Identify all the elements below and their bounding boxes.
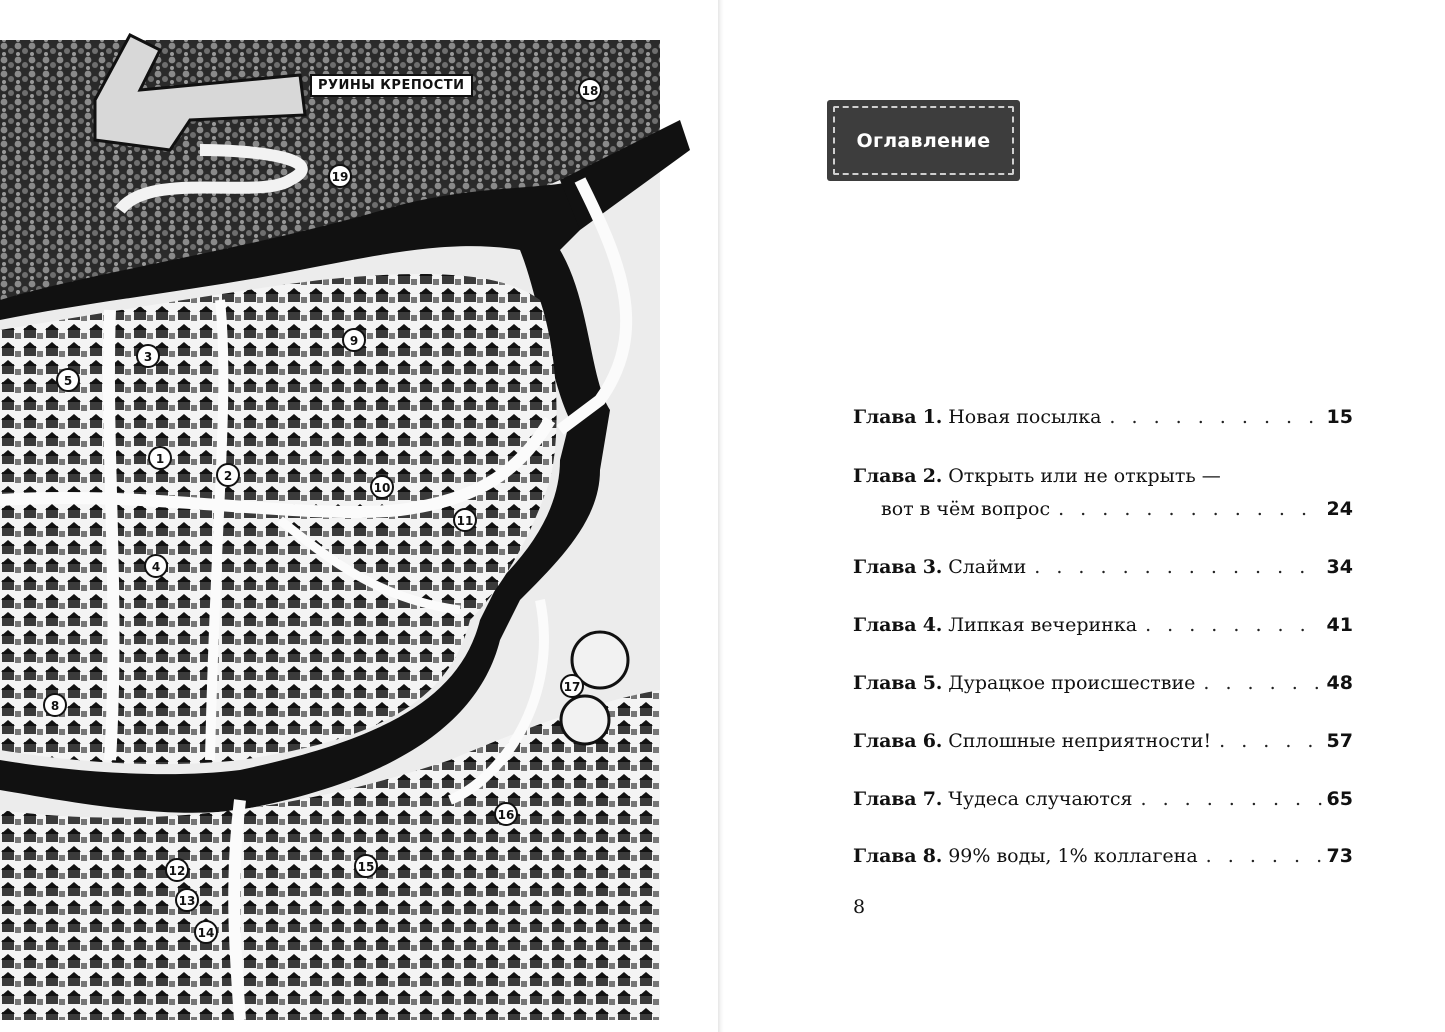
chapter-label: Глава 6. [853, 730, 943, 752]
map-marker [561, 675, 583, 697]
leader-dots [1203, 672, 1322, 694]
toc-entry[interactable] [853, 788, 1353, 814]
toc-entry[interactable] [853, 730, 1353, 756]
chapter-page: 15 [1326, 406, 1353, 428]
chapter-page: 34 [1326, 556, 1353, 578]
chapter-label: Глава 1. [853, 406, 943, 428]
map-page [0, 0, 718, 1032]
map-marker [137, 345, 159, 367]
map-marker [57, 369, 79, 391]
chapter-title: Дурацкое происшествие [948, 672, 1196, 694]
map-marker [343, 329, 365, 351]
chapter-title: Открыть или не открыть — [948, 465, 1221, 487]
map-marker [166, 859, 188, 881]
svg-text:10: 10 [373, 481, 391, 495]
svg-text:19: 19 [331, 170, 349, 184]
svg-text:12: 12 [168, 864, 186, 878]
chapter-title: Липкая вечеринка [948, 614, 1138, 636]
map-marker [195, 921, 217, 943]
svg-text:8: 8 [50, 699, 60, 713]
svg-text:2: 2 [223, 469, 233, 483]
map-marker [44, 694, 66, 716]
leader-dots [1206, 845, 1323, 867]
leader-dots [1058, 498, 1322, 520]
map-marker [329, 165, 351, 187]
chapter-page: 48 [1326, 672, 1353, 694]
contents-heading-badge [827, 100, 1020, 181]
svg-text:17: 17 [563, 680, 581, 694]
map-marker [454, 509, 476, 531]
contents-heading: Оглавление [856, 129, 991, 152]
leader-dots [1034, 556, 1322, 578]
svg-text:3: 3 [143, 350, 153, 364]
toc-entry[interactable] [853, 556, 1353, 582]
chapter-label: Глава 7. [853, 788, 943, 810]
svg-text:4: 4 [151, 560, 161, 574]
leader-dots [1140, 788, 1322, 810]
chapter-page: 65 [1326, 788, 1353, 810]
chapter-title-continued: вот в чём вопрос [881, 498, 1051, 520]
map-label: РУИНЫ КРЕПОСТИ [310, 74, 473, 97]
leader-dots [1145, 614, 1322, 636]
chapter-title: Слайми [948, 556, 1027, 578]
leader-dots [1219, 730, 1322, 752]
svg-text:1: 1 [155, 452, 165, 466]
chapter-page: 57 [1326, 730, 1353, 752]
svg-text:5: 5 [63, 374, 73, 388]
toc-entry-continuation[interactable] [853, 498, 1353, 524]
chapter-title: Сплошные неприятности! [948, 730, 1212, 752]
map-marker [579, 79, 601, 101]
chapter-title: Новая посылка [948, 406, 1102, 428]
chapter-page: 41 [1326, 614, 1353, 636]
toc-entry[interactable] [853, 845, 1353, 871]
chapter-title: 99% воды, 1% коллагена [948, 845, 1198, 867]
svg-text:9: 9 [349, 334, 359, 348]
map-marker [217, 464, 239, 486]
map-marker [495, 803, 517, 825]
toc-entry[interactable] [853, 672, 1353, 698]
toc-entry[interactable] [853, 406, 1353, 432]
map-marker [371, 476, 393, 498]
chapter-page: 24 [1326, 498, 1353, 520]
town-map-illustration [0, 0, 718, 1032]
chapter-label: Глава 3. [853, 556, 943, 578]
chapter-label: Глава 4. [853, 614, 943, 636]
chapter-label: Глава 5. [853, 672, 943, 694]
badge-border [833, 106, 1014, 175]
map-marker [149, 447, 171, 469]
map-marker [355, 855, 377, 877]
page-number: 8 [853, 896, 866, 918]
leader-dots [1109, 406, 1322, 428]
svg-text:16: 16 [497, 808, 515, 822]
chapter-label: Глава 2. [853, 465, 943, 487]
map-marker [176, 889, 198, 911]
toc-entry[interactable] [853, 465, 1353, 491]
svg-text:13: 13 [178, 894, 196, 908]
chapter-page: 73 [1326, 845, 1353, 867]
map-marker [145, 555, 167, 577]
toc-entry[interactable] [853, 614, 1353, 640]
svg-text:18: 18 [581, 84, 599, 98]
svg-text:15: 15 [357, 860, 375, 874]
chapter-title: Чудеса случаются [948, 788, 1133, 810]
chapter-label: Глава 8. [853, 845, 943, 867]
svg-text:14: 14 [197, 926, 215, 940]
svg-text:11: 11 [456, 514, 474, 528]
